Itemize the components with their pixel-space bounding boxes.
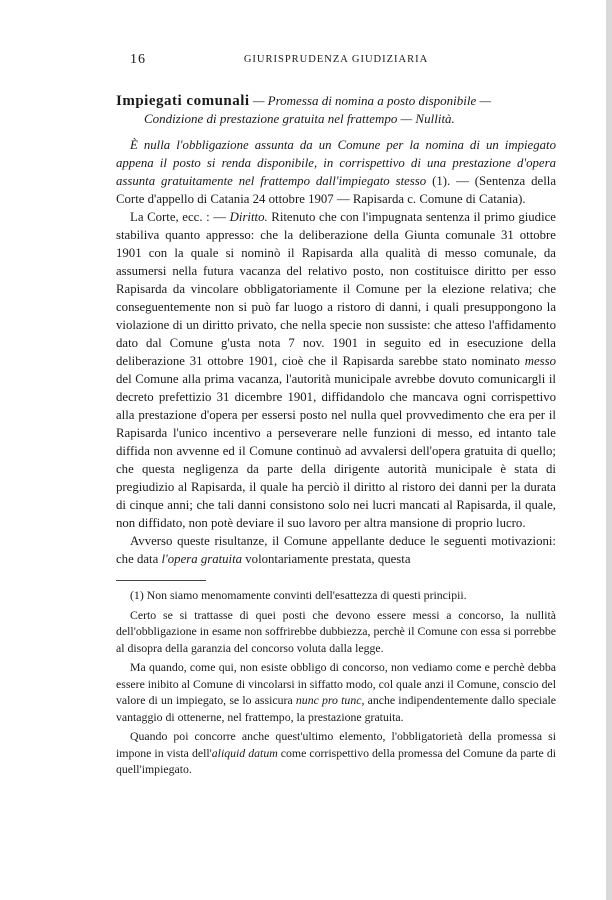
body-text-2a: Avverso queste risultanze, il Comune appellante deduce le seguenti motivazioni: che data bbox=[116, 534, 556, 566]
judgment-body bbox=[116, 208, 556, 568]
aliquid-datum: aliquid datum bbox=[211, 745, 278, 760]
footnote-4a: Quando poi concorre anche quest'ultimo elemento, l'obbligatorietà della promessa si impone in vista dell' bbox=[116, 729, 556, 760]
title-topic-line2: Condizione di prestazione gratuita nel frattempo — Nullità. bbox=[144, 111, 455, 126]
maxim-text: È nulla l'obbligazione assunta da un Comune per la nomina di un impiegato appena il posto si renda disponibile, in corrispettivo di una prestazione d'opera assunta gratuitamente nel frattempo dall'impiegato stesso bbox=[116, 138, 556, 188]
footnote-1: (1) Non siamo menomamente convinti dell'esattezza di questi principii. bbox=[130, 588, 467, 602]
running-head: GIURISPRUDENZA GIUDIZIARIA bbox=[243, 54, 429, 65]
messo-term: messo bbox=[524, 354, 556, 368]
opera-gratuita-term: l'opera gratuita bbox=[161, 552, 243, 566]
footnotes bbox=[116, 587, 556, 778]
title-topic-line1: — Promessa di nomina a posto disponibile — bbox=[252, 93, 492, 108]
footnote-para-3 bbox=[116, 659, 556, 725]
diritto-heading: Diritto. bbox=[229, 210, 268, 224]
case-title bbox=[116, 92, 556, 128]
court-opening: La Corte, ecc. : — bbox=[130, 210, 230, 224]
maxim-citation: — (Sentenza della Corte d'appello di Catania 24 ottobre 1907 — Rapisarda c. Comune di Catania). bbox=[116, 174, 556, 206]
page-number: 16 bbox=[130, 52, 146, 67]
nunc-pro-tunc: nunc pro tunc bbox=[295, 693, 362, 707]
body-text-1a: Ritenuto che con l'impugnata sentenza il primo giudice stabiliva quanto appresso: che la deliberazione della Giunta comunale 31 ottobre 1901 con la quale si nominò il Rapisarda alla qualità di messo comunale, da assumersi nella futura vacanza del relativo posto, non costituisce diritto per esso Rapisarda da vincolare obbligatoriamente il Comune per la elezione relativa; che conseguentemente non si può far luogo a ristoro di danni, i quali presuppongono la violazione di un diritto privato, che nella specie non sussiste: che atteso l'affidamento dato dal Comune g'usta nota 7 nov. 1901 in seguito ed in esecuzione della deliberazione 31 ottobre 1901, cioè che il Rapisarda sarebbe stato nominato bbox=[116, 210, 556, 368]
body-paragraph-1 bbox=[116, 208, 556, 532]
footnote-3a: Ma quando, come qui, non esiste obbligo di concorso, non vediamo come e perchè debba essere inibito al Comune di vincolarsi in siffatto modo, col quale anzi il Comune, conscio del valore di un impiegato, se lo assicura bbox=[116, 660, 556, 707]
title-subject: Impiegati comunali bbox=[116, 93, 250, 109]
footnote-4b: come corrispettivo della promessa del Comune da parte di quell'impiegato. bbox=[116, 745, 557, 776]
scan-edge bbox=[606, 0, 612, 900]
footnote-3b: , anche indipendentemente dallo speciale vantaggio di ottenerne, nel frattempo, la prestazione gratuita. bbox=[116, 693, 557, 724]
body-paragraph-2 bbox=[116, 532, 556, 568]
footnote-para-2: Certo se si trattasse di quei posti che devono essere messi a concorso, la nullità dell'obbligazione in esame non soffrirebbe dubbiezza, perchè il Comune con essa si porrebbe al disopra della garanzia del concorso voluta dalla legge. bbox=[116, 607, 556, 655]
footnote-para-4 bbox=[116, 728, 556, 778]
body-text-2b: volontariamente prestata, questa bbox=[242, 552, 411, 566]
body-text-1b: del Comune alla prima vacanza, l'autorità municipale avrebbe dovuto comunicargli il decreto prefettizio 31 dicembre 1901, diffidandolo che mancava ogni corrispettivo alla prestazione d'opera per essersi posto nel nulla quel provvedimento che era per il Rapisarda l'unico incentivo a perseverare nelle funzioni di messo, ed intanto tale diffida non avvenne ed il Comune continuò ad avvalersi dell'opera gratuita di quello; che questa negligenza da parte della dirigente autorità municipale è stata di pregiudizio al Rapisarda, il quale ha perciò il diritto al ristoro dei danni per la durata di cinque anni; che tali danni consistono solo nei lucri mancati al Rapisarda, il quale, non diffidato, non potè deviare il suo lavoro per altra mansione di proprio lucro. bbox=[116, 372, 556, 530]
footnote-divider bbox=[116, 580, 206, 581]
footnote-ref: (1). bbox=[426, 174, 451, 188]
document-page bbox=[116, 52, 556, 781]
page-header bbox=[116, 52, 556, 74]
case-maxim bbox=[116, 136, 556, 208]
